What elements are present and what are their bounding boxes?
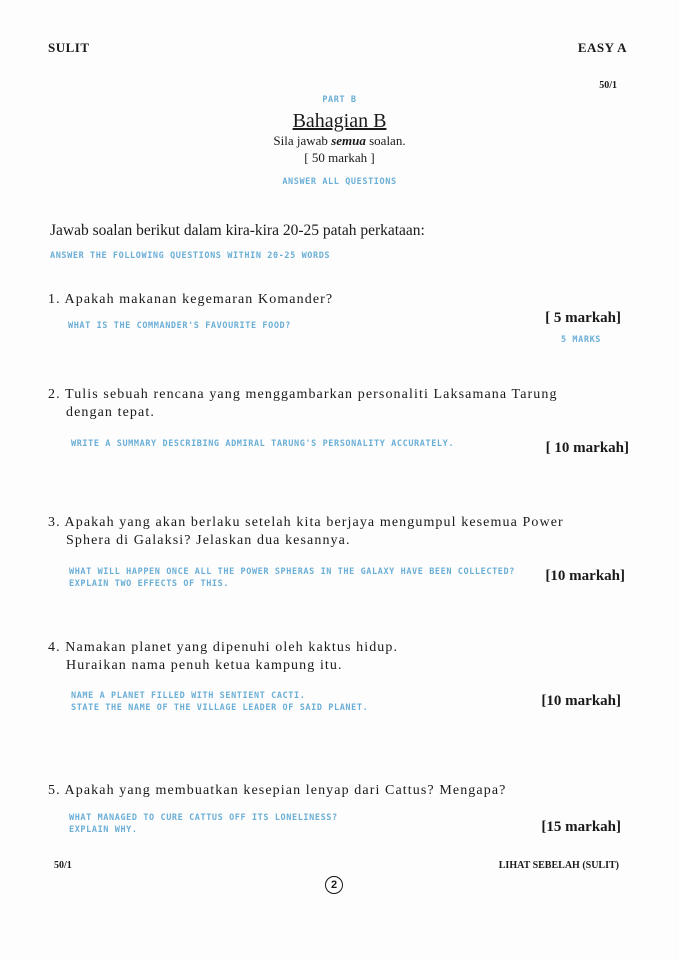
footer-paper-code: 50/1 — [54, 860, 72, 871]
question-5-english: WHAT MANAGED TO CURE CATTUS OFF ITS LONELINESS? EXPLAIN WHY. — [69, 813, 338, 835]
question-4-english: NAME A PLANET FILLED WITH SENTIENT CACTI. STATE THE NAME OF THE VILLAGE LEADER OF SAID PLANET. — [71, 691, 369, 713]
question-1-marks-english: 5 MARKS — [561, 335, 602, 345]
question-4-marks: [10 markah] — [541, 693, 621, 709]
question-5: 5. Apakah yang membuatkan kesepian lenyap dari Cattus? Mengapa? — [48, 783, 507, 798]
question-3-marks: [10 markah] — [545, 568, 625, 584]
question-1: 1. Apakah makanan kegemaran Komander? — [48, 292, 334, 307]
page-number: 2 — [325, 876, 343, 894]
paper-code: 50/1 — [599, 80, 617, 91]
part-label: PART B — [322, 95, 357, 105]
instruction-english: ANSWER THE FOLLOWING QUESTIONS WITHIN 20-25 WORDS — [50, 251, 331, 261]
section-title: Bahagian B — [292, 110, 387, 132]
question-2-english: WRITE A SUMMARY DESCRIBING ADMIRAL TARUNG'S PERSONALITY ACCURATELY. — [71, 439, 455, 449]
header-easy-a: EASY A — [577, 40, 627, 55]
instruction-malay: Jawab soalan berikut dalam kira-kira 20-25 patah perkataan: — [50, 222, 425, 239]
question-4: 4. Namakan planet yang dipenuhi oleh kaktus hidup. Huraikan nama penuh ketua kampung itu. — [48, 640, 399, 673]
question-1-english: WHAT IS THE COMMANDER'S FAVOURITE FOOD? — [68, 321, 291, 331]
question-3-english: WHAT WILL HAPPEN ONCE ALL THE POWER SPHERAS IN THE GALAXY HAVE BEEN COLLECTED? EXPLAIN TWO EFFECTS OF THIS. — [69, 567, 515, 589]
question-3: 3. Apakah yang akan berlaku setelah kita berjaya mengumpul kesemua Power Sphera di Galaksi? Jelaskan dua kesannya. — [48, 515, 564, 548]
question-2-marks: [ 10 markah] — [545, 440, 629, 456]
footer-turn-over: LIHAT SEBELAH (SULIT) — [498, 860, 619, 871]
section-total-marks: [ 50 markah ] — [304, 150, 375, 165]
question-5-marks: [15 markah] — [541, 819, 621, 835]
question-2: 2. Tulis sebuah rencana yang menggambarkan personaliti Laksamana Tarung dengan tepat. — [48, 387, 558, 420]
question-1-marks: [ 5 markah] — [545, 310, 621, 326]
answer-all-label: ANSWER ALL QUESTIONS — [282, 177, 397, 187]
header-sulit: SULIT — [48, 40, 90, 55]
section-instruction: Sila jawab semua soalan. — [273, 133, 406, 148]
